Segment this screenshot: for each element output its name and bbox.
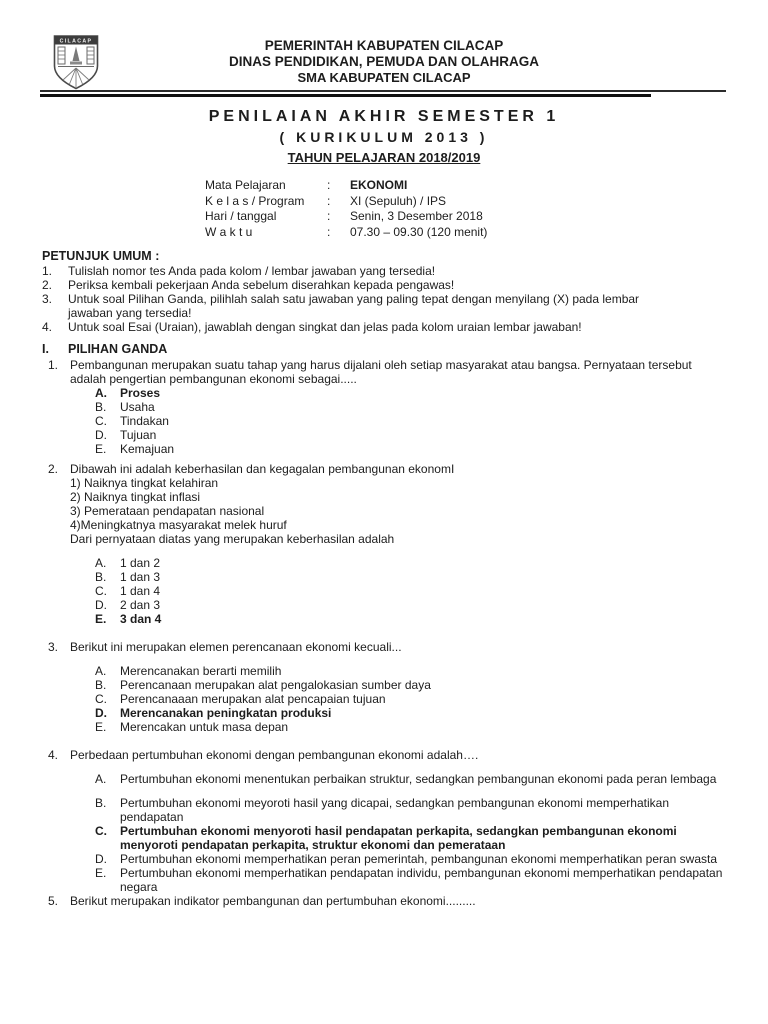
option-text: Perencanaan merupakan alat pengalokasian sumber daya	[120, 678, 431, 692]
answer-option	[70, 442, 726, 456]
option-text: Kemajuan	[120, 442, 175, 456]
crest-banner-text: CILACAP	[59, 38, 93, 45]
detail-label: Hari / tanggal	[205, 209, 277, 223]
answer-option	[70, 598, 726, 612]
question-number: 5.	[48, 894, 59, 908]
answer-option	[70, 584, 726, 598]
option-letter: B.	[95, 570, 107, 584]
question-row	[48, 640, 726, 734]
answer-option	[70, 772, 726, 786]
option-letter: C.	[95, 692, 107, 706]
instruction-text: Periksa kembali pekerjaan Anda sebelum diserahkan kepada pengawas!	[68, 278, 455, 292]
option-letter: E.	[95, 442, 107, 456]
option-letter: A.	[95, 664, 107, 678]
option-letter: C.	[95, 824, 107, 838]
question-item	[48, 748, 726, 894]
detail-separator: :	[327, 209, 331, 223]
answer-option	[70, 570, 726, 584]
letterhead-department-line: DINAS PENDIDIKAN, PEMUDA DAN OLAHRAGA	[228, 54, 539, 69]
option-text: Tujuan	[120, 428, 157, 442]
question-statement: 4)Meningkatnya masyarakat melek huruf	[70, 518, 287, 532]
option-letter: D.	[95, 852, 107, 866]
question-text: Berikut merupakan indikator pembangunan dan pertumbuhan ekonomi.........	[70, 894, 476, 908]
option-text: Usaha	[120, 400, 155, 414]
question-list	[48, 358, 726, 908]
option-text: 1 dan 2	[120, 556, 161, 570]
detail-value: 07.30 – 09.30 (120 menit)	[350, 224, 488, 239]
option-letter: A.	[95, 556, 107, 570]
question-row	[48, 358, 726, 456]
answer-option	[70, 414, 726, 428]
answer-option	[70, 692, 726, 706]
detail-separator: :	[327, 224, 331, 239]
option-letter: A.	[95, 386, 107, 400]
option-letter: B.	[95, 796, 107, 810]
section-heading	[42, 342, 768, 357]
answer-options	[70, 556, 726, 626]
option-text: Pertumbuhan ekonomi memperhatikan peran pemerintah, pembangunan ekonomi memperhatikan peran swasta	[120, 852, 718, 866]
question-text: Dibawah ini adalah keberhasilan dan kegagalan pembangunan ekonomI	[70, 462, 455, 476]
instruction-number: 2.	[42, 278, 53, 292]
curriculum-subtitle: ( KURIKULUM 2013 )	[279, 129, 489, 145]
option-letter: B.	[95, 678, 107, 692]
answer-option	[70, 664, 726, 678]
question-item	[48, 358, 726, 456]
question-statement: 2) Naiknya tingkat inflasi	[70, 490, 201, 504]
option-text: Pertumbuhan ekonomi meyoroti hasil yang dicapai, sedangkan pembangunan ekonomi memperhatikan pendapatan	[120, 796, 669, 824]
option-letter: B.	[95, 400, 107, 414]
question-number: 1.	[48, 358, 59, 372]
exam-detail-row	[205, 225, 768, 241]
question-body	[70, 894, 726, 908]
option-letter: E.	[95, 612, 107, 626]
instruction-item	[42, 264, 686, 278]
exam-detail-row	[205, 194, 768, 210]
question-statement: Dari pernyataan diatas yang merupakan keberhasilan adalah	[70, 532, 395, 546]
question-body	[70, 640, 726, 734]
detail-value: Senin, 3 Desember 2018	[350, 209, 483, 223]
header-rule-thin	[40, 90, 726, 92]
option-text: 1 dan 4	[120, 584, 161, 598]
answer-option	[70, 400, 726, 414]
option-text: 3 dan 4	[120, 612, 162, 626]
option-text: Merencanakan berarti memilih	[120, 664, 282, 678]
instruction-number: 1.	[42, 264, 53, 278]
option-text: 1 dan 3	[120, 570, 161, 584]
blank-line-spacer	[70, 654, 726, 664]
instruction-item	[42, 320, 686, 334]
option-letter: D.	[95, 598, 107, 612]
question-text: Pembangunan merupakan suatu tahap yang harus dijalani oleh setiap masyarakat atau bangsa. Pernyataan tersebut adalah pengertian pembangunan ekonomi sebagai.....	[70, 358, 692, 386]
question-item	[48, 894, 726, 908]
detail-separator: :	[327, 193, 331, 208]
header-rule-thick	[40, 94, 651, 97]
detail-separator: :	[327, 178, 331, 192]
exam-title: PENILAIAN AKHIR SEMESTER 1	[208, 108, 560, 125]
question-number: 2.	[48, 462, 59, 476]
section-number: I.	[42, 342, 49, 356]
option-letter: E.	[95, 866, 107, 880]
letterhead-school-line: SMA KABUPATEN CILACAP	[297, 70, 471, 85]
cilacap-regency-crest-logo	[53, 33, 99, 90]
letterhead-government-line: PEMERINTAH KABUPATEN CILACAP	[264, 38, 504, 53]
section-title: PILIHAN GANDA	[68, 342, 168, 356]
answer-option	[70, 720, 726, 734]
instruction-text: Untuk soal Pilihan Ganda, pilihlah salah satu jawaban yang paling tepat dengan menyilang (X) pada lembar jawaban yang tersedia!	[68, 292, 640, 320]
option-letter: A.	[95, 772, 107, 786]
blank-line-spacer	[70, 762, 726, 772]
answer-option	[70, 852, 726, 866]
option-text: Merencakan untuk masa depan	[120, 720, 289, 734]
question-row	[48, 748, 726, 894]
answer-option	[70, 824, 726, 852]
question-body	[70, 748, 726, 894]
instruction-item	[42, 278, 686, 292]
instructions-heading: PETUNJUK UMUM :	[42, 249, 160, 263]
detail-value: XI (Sepuluh) / IPS	[350, 193, 447, 208]
option-text: 2 dan 3	[120, 598, 161, 612]
instructions-list	[42, 264, 686, 334]
option-text: Tindakan	[120, 414, 169, 428]
question-number: 3.	[48, 640, 59, 654]
answer-option	[70, 556, 726, 570]
question-item	[48, 640, 726, 734]
detail-label: K e l a s / Program	[205, 193, 305, 208]
question-text: Perbedaan pertumbuhan ekonomi dengan pembangunan ekonomi adalah….	[70, 748, 479, 762]
answer-option	[70, 706, 726, 720]
answer-option	[70, 428, 726, 442]
option-letter: D.	[95, 706, 107, 720]
question-statement: 3) Pemerataan pendapatan nasional	[70, 504, 265, 518]
instruction-text: Untuk soal Esai (Uraian), jawablah dengan singkat dan jelas pada kolom uraian lembar jawaban!	[68, 320, 582, 334]
instruction-number: 4.	[42, 320, 53, 334]
answer-options	[70, 664, 726, 734]
instruction-number: 3.	[42, 292, 53, 306]
instruction-text: Tulislah nomor tes Anda pada kolom / lembar jawaban yang tersedia!	[68, 264, 436, 278]
question-number: 4.	[48, 748, 59, 762]
answer-option	[70, 796, 726, 824]
exam-detail-row	[205, 209, 768, 225]
option-letter: C.	[95, 414, 107, 428]
answer-option	[70, 866, 726, 894]
detail-value: EKONOMI	[350, 178, 408, 192]
option-text: Pertumbuhan ekonomi memperhatikan pendapatan individu, pembangunan ekonomi memperhatikan pendapatan negara	[120, 866, 723, 894]
exam-details-block	[205, 178, 768, 240]
answer-option	[70, 612, 726, 626]
question-statement: 1) Naiknya tingkat kelahiran	[70, 476, 219, 490]
school-year-subtitle: TAHUN PELAJARAN 2018/2019	[287, 150, 481, 165]
question-item	[48, 462, 726, 626]
question-text: Berikut ini merupakan elemen perencanaan ekonomi kecuali...	[70, 640, 402, 654]
question-row	[48, 462, 726, 626]
instruction-item	[42, 292, 686, 320]
option-text: Pertumbuhan ekonomi menyoroti hasil pendapatan perkapita, sedangkan pembangunan ekonomi menyoroti pendapatan perkapita, struktur ekonomi dan pemerataan	[120, 824, 677, 852]
option-text: Pertumbuhan ekonomi menentukan perbaikan struktur, sedangkan pembangunan ekonomi pada peran lembaga	[120, 772, 717, 786]
question-row	[48, 894, 726, 908]
question-body	[70, 358, 726, 456]
question-body	[70, 462, 726, 626]
blank-line-spacer	[70, 546, 726, 556]
detail-label: Mata Pelajaran	[205, 178, 286, 192]
exam-detail-row	[205, 178, 768, 194]
option-letter: E.	[95, 720, 107, 734]
option-letter: C.	[95, 584, 107, 598]
option-text: Proses	[120, 386, 161, 400]
general-instructions	[42, 249, 686, 334]
option-letter: D.	[95, 428, 107, 442]
letterhead	[0, 0, 768, 86]
answer-option	[70, 386, 726, 400]
option-text: Perencanaaan merupakan alat pencapaian tujuan	[120, 692, 386, 706]
answer-options	[70, 386, 726, 456]
option-text: Merencanakan peningkatan produksi	[120, 706, 332, 720]
answer-option	[70, 678, 726, 692]
detail-label: W a k t u	[205, 224, 253, 239]
answer-options	[70, 772, 726, 894]
